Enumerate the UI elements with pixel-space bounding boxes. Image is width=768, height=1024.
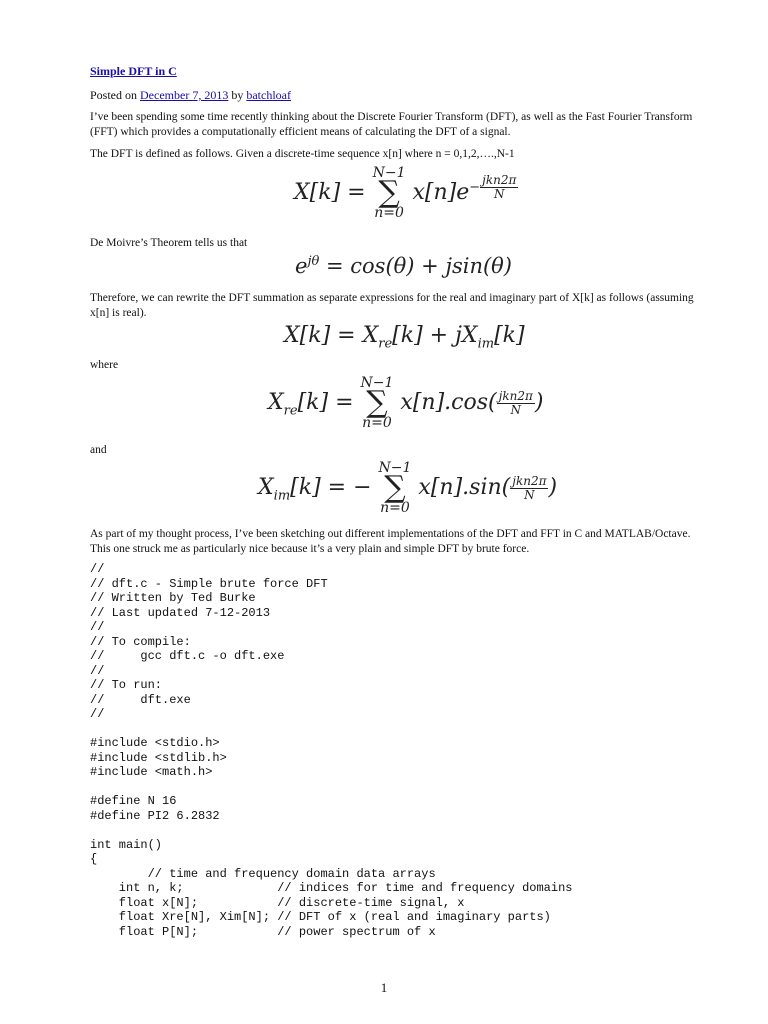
post-title [90,64,177,79]
real-part-equation: $X_{re}[k]$ = N−1 ∑ n=0 x[n].cos( $\frac{\text{jkn2π}}{N}$ ) [268,375,544,431]
imag-part-equation: $X_{im}[k]$ = − N−1 ∑ n=0 x[n].sin( $\frac{\text{jkn2π}}{N}$ ) [258,460,558,516]
therefore-paragraph: Therefore, we can rewrite the DFT summation as separate expressions for the real and imaginary part of X[k] as follows (assuming x[n] is real). [90,292,694,319]
page-number: 1 [380,980,388,995]
thought-paragraph: As part of my thought process, I’ve been sketching out different implementations of the DFT and FFT in C and MATLAB/Octave. This one struck me as particularly nice because it’s a very plain and simple DFT by brute force. [90,528,691,555]
definition-paragraph: The DFT is defined as follows. Given a discrete-time sequence x[n] where n = 0,1,2,….,N-1 [90,148,515,160]
where-label: where [90,359,119,371]
post-meta [90,88,291,103]
by-label: by [231,88,244,102]
code-listing: // // dft.c - Simple brute force DFT // Written by Ted Burke // Last updated 7-12-2013 // // To compile: // gcc dft.c -o dft.exe // // To run: // dft.exe // #include <stdio.h> #include <stdlib.h> #include <math.h> #define N 16 #define PI2 6.2832 int main() { // time and frequency domain data arrays int n, k; // indices for time and frequency domains float x[N]; // discrete-time signal, x float Xre[N], Xim[N]; // DFT of x (real and imaginary parts) float P[N]; // power spectrum of x [90,562,573,939]
de-moivre-paragraph: De Moivre’s Theorem tells us that [90,237,248,249]
real-imag-split-equation: $X[k] = X_{re}[k] + jX_{im}[k]$ [284,323,525,352]
post-title-link[interactable]: Simple DFT in C [90,64,177,78]
dft-equation: X[k] = N−1 ∑ n=0 $x[n]e^{- \frac{\text{jkn2π}}{N}}$ [294,165,517,221]
intro-paragraph: I’ve been spending some time recently thinking about the Discrete Fourier Transform (DFT), as well as the Fast Fourier Transform (FFT) which provides a computationally efficient means of calculating the DFT of a signal. [90,111,693,138]
post-date-link[interactable]: December 7, 2013 [140,88,229,102]
de-moivre-equation: $e^{j\theta} = \cos(\theta) + jsin(\theta)$ [295,254,512,278]
and-label: and [90,444,107,456]
posted-on-label: Posted on [90,88,138,102]
author-link[interactable]: batchloaf [246,88,291,102]
